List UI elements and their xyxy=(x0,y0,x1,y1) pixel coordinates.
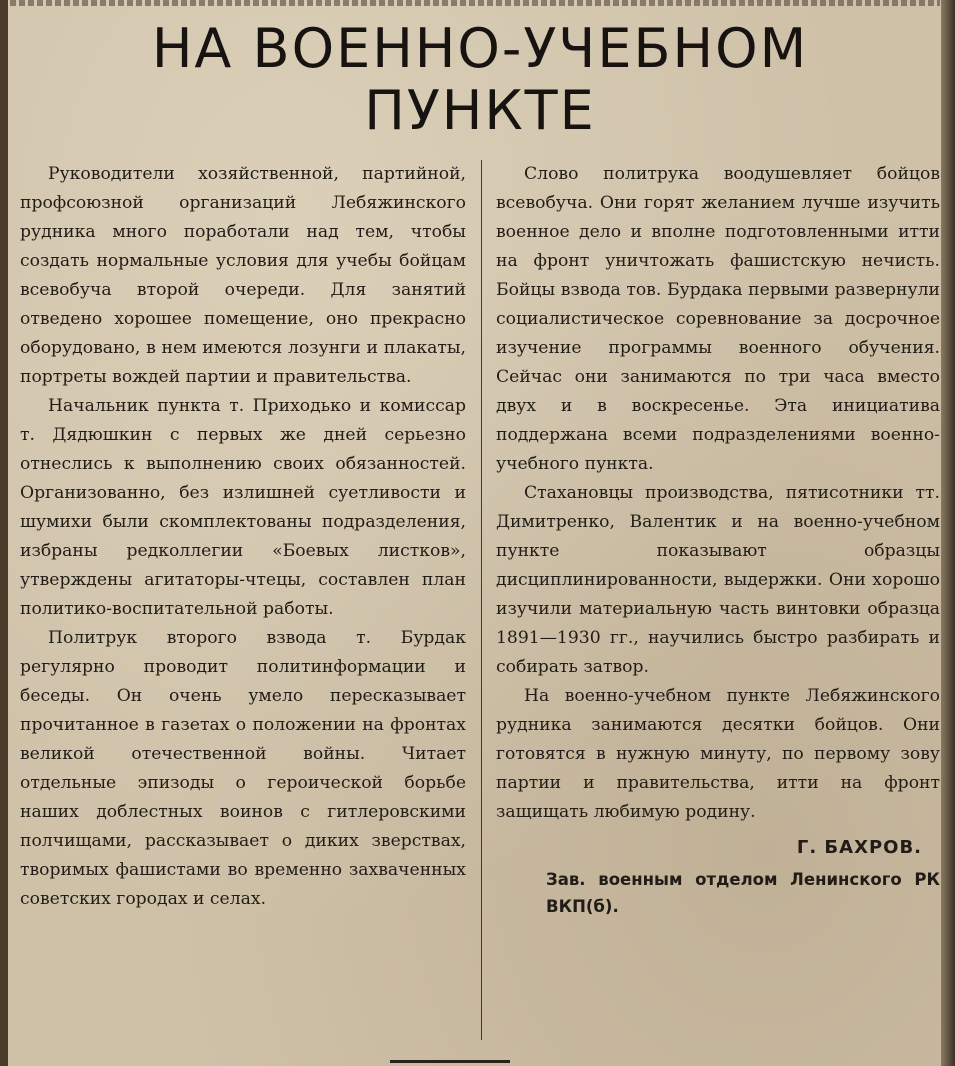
top-rule xyxy=(10,0,940,6)
paragraph: Слово политрука воодушевляет бойцов всевобуча. Они горят желанием лучше изучить военное дело и вполне подготовленными итти на фронт уничтожать фашистскую нечисть. Бойцы взвода тов. Бурдака первыми развернули социалистическое соревнование за досрочное изучение программы военного обучения. Сейчас они занимаются по три часа вместо двух и в воскресенье. Эта инициатива поддержана всеми подразделениями военно-учебного пункта. xyxy=(496,164,940,474)
paragraph: Начальник пункта т. Приходько и комиссар т. Дядюшкин с первых же дней серьезно отнеслись к выполнению своих обязанностей. Организованно, без излишней суетливости и шумихи были скомплектованы подразделения, избраны редколлегии «Боевых листков», утверждены агитаторы-чтецы, составлен план политико-воспитательной работы. xyxy=(20,396,466,619)
column-divider xyxy=(481,160,482,1040)
headline-line-1: НА ВОЕННО-УЧЕБНОМ xyxy=(151,17,809,80)
paragraph: Политрук второго взвода т. Бурдак регулярно проводит политинформации и беседы. Он очень умело пересказывает прочитанное в газетах о положении на фронтах великой отечественной войны. Читает отдельные эпизоды о героической борьбе наших доблестных воинов с гитлеровскими полчищами, рассказывает о диких зверствах, творимых фашистами во временно захваченных советских городах и селах. xyxy=(20,628,466,909)
paragraph: На военно-учебном пункте Лебяжинского рудника занимаются десятки бойцов. Они готовятся в нужную минуту, по первому зову партии и правительства, итти на фронт защищать любимую родину. xyxy=(496,686,940,822)
page-edge-right xyxy=(941,0,955,1066)
author-signature: Г. БАХРОВ. xyxy=(796,837,922,858)
article-column-right xyxy=(496,160,940,920)
bottom-rule xyxy=(390,1060,510,1063)
page-edge-left xyxy=(0,0,8,1066)
headline-line-2: ПУНКТЕ xyxy=(364,79,596,142)
author-position: Зав. военным отделом Ленинского РК ВКП(б). xyxy=(546,870,940,916)
article-column-left xyxy=(20,160,466,914)
headline xyxy=(40,18,920,142)
paragraph: Стахановцы производства, пятисотники тт. Димитренко, Валентик и на военно-учебном пункте показывают образцы дисциплинированности, выдержки. Они хорошо изучили материальную часть винтовки образца 1891—1930 гг., научились быстро разбирать и собирать затвор. xyxy=(496,483,940,677)
paragraph: Руководители хозяйственной, партийной, профсоюзной организаций Лебяжинского рудника много поработали над тем, чтобы создать нормальные условия для учебы бойцам всевобуча второй очереди. Для занятий отведено хорошее помещение, оно прекрасно оборудовано, в нем имеются лозунги и плакаты, портреты вождей партии и правительства. xyxy=(20,164,466,387)
